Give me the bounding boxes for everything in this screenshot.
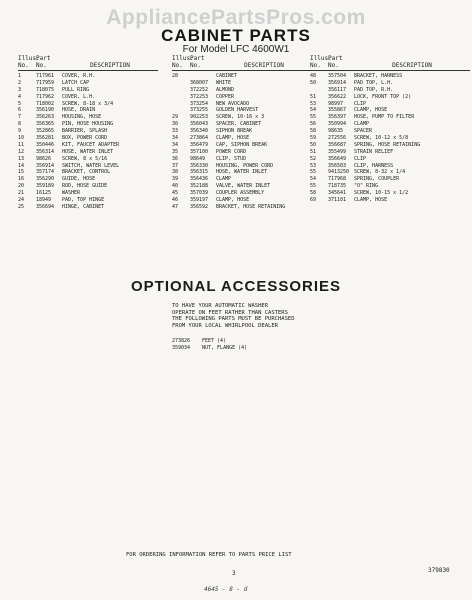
illus-no: 48 [310,73,317,79]
illus-no: 34 [172,141,179,148]
parts-rows [172,73,312,211]
parts-row [310,80,470,87]
part-description: LATCH CAP [62,79,90,86]
illus-no: 24 [18,197,25,204]
parts-row [310,121,470,128]
part-no: 717961 [36,73,55,79]
part-description: PAD TOP, R.H. [354,86,394,93]
illus-no: 20 [18,183,25,190]
part-no: 356592 [190,203,209,210]
part-description: SPRING, COUPLER [354,176,400,183]
note-line: OPERATE ON FEET RATHER THAN CASTERS [172,309,288,316]
illus-no: 58 [310,190,317,197]
part-no: 356314 [36,148,55,155]
part-no: 356330 [190,162,209,169]
part-no: 355867 [328,107,347,114]
illus-no: 5 [18,100,22,107]
part-no: 356365 [36,121,55,128]
parts-column-2 [172,54,312,211]
part-no: 717968 [328,176,347,183]
part-no: 350994 [328,121,347,128]
parts-row [310,94,470,101]
header-rule [310,70,470,71]
document-code: 379830 [428,567,450,574]
part-description: "O" RING [354,183,379,190]
parts-row [18,114,158,121]
parts-row [172,156,312,163]
part-description: STRAIN RELIEF [354,148,394,155]
part-no: 356436 [190,176,209,183]
illus-no: 30 [172,121,179,128]
parts-row [18,94,158,101]
parts-rows [18,73,158,211]
parts-row [18,169,158,176]
parts-column-3 [310,54,470,204]
illus-no: 50 [310,79,317,86]
part-description: CLAMP, HOSE [216,135,250,142]
part-description: HOUSING, HOSE [62,114,102,121]
illus-no: 1 [18,73,22,79]
illus-no: 33 [172,128,179,135]
header-illus-no: Illus. No. [18,55,40,69]
illus-no: 12 [18,148,25,155]
accessory-description: NUT, FLANGE (4) [202,345,248,351]
part-description: HOSE, DRAIN [62,107,96,114]
part-no: 356117 [328,86,347,93]
illus-no [310,87,328,94]
parts-row [172,204,312,211]
illus-no: 6 [18,107,22,114]
part-no: 350446 [36,141,55,148]
part-description: CLAMP [216,176,232,183]
illus-no: 56 [310,121,317,128]
parts-row [172,107,312,114]
part-description: ALMOND [216,86,235,93]
part-no: 356340 [190,128,209,135]
parts-row [172,169,312,176]
part-no: 356694 [36,203,55,210]
parts-row [172,114,312,121]
part-description: SCREW, 10-16 x 3 [216,114,265,121]
part-description: PIN, HOSE HOUSING [62,121,114,128]
part-no: 356503 [328,162,347,169]
illus-no: 54 [310,176,317,183]
parts-row [18,176,158,183]
parts-row [172,87,312,94]
illus-no: 4 [18,93,22,100]
parts-row [18,142,158,149]
part-description: CLIP [354,155,367,162]
accessory-description: FEET (4) [202,338,227,344]
part-no: 372253 [190,93,209,100]
part-no: 356649 [328,155,347,162]
parts-row [310,163,470,170]
illus-no: 3 [18,86,22,93]
parts-row [18,156,158,163]
illus-no: 52 [310,155,317,162]
part-no: 373255 [190,107,209,114]
illus-no [172,94,190,101]
parts-row [18,128,158,135]
note-line: TO HAVE YOUR AUTOMATIC WASHER [172,303,269,309]
part-no: 98626 [36,155,52,162]
illus-no: 16 [18,176,25,183]
part-no: 9413250 [328,169,350,176]
part-description: COVER, L.H. [62,93,96,100]
optional-accessories-title: OPTIONAL ACCESSORIES [130,278,342,295]
illus-no: 39 [172,176,179,183]
parts-row [18,135,158,142]
part-description: BRACKET, HOSE RETAINING [216,203,286,210]
part-no: 357504 [328,73,347,79]
part-no: 98997 [328,100,344,107]
part-description: CLAMP, HOSE [354,197,388,204]
part-description: PULL RING [62,86,90,93]
parts-row [310,142,470,149]
parts-rows [310,73,470,204]
illus-no: 59 [310,135,317,142]
part-no: 356914 [36,162,55,169]
header-description: DESCRIPTION [244,62,284,69]
part-no: 356043 [190,121,209,128]
parts-row [18,204,158,211]
model-subtitle: For Model LFC 4600W1 [182,44,290,55]
part-description: POWER CORD [216,148,247,155]
part-no: 345641 [328,190,347,197]
part-description: PAD TOP, L.H. [354,79,394,86]
illus-no: 11 [18,141,25,148]
part-description: WHITE [216,79,232,86]
illus-no: 55 [310,114,317,121]
header-rule [18,70,158,71]
part-description: BOX, POWER CORD [62,135,108,142]
part-no: 272556 [328,135,347,142]
part-no: 356914 [328,79,347,86]
part-no: 98649 [190,155,206,162]
illus-no: 38 [172,169,179,176]
part-no: 356263 [36,114,55,121]
header-description: DESCRIPTION [392,62,432,69]
part-no: 356397 [328,114,347,121]
illus-no: 37 [172,162,179,169]
part-description: COVER, R.H. [62,73,96,79]
illus-no: 58 [310,128,317,135]
parts-row [310,169,470,176]
part-description: WASHER [62,190,81,197]
illus-no: 53 [310,162,317,169]
illus-no: 2 [18,79,22,86]
part-no: 18949 [36,197,52,204]
illus-no: 13 [18,155,25,162]
illus-no: 14 [18,162,25,169]
page-number: 3 [232,570,236,577]
illus-no: 54 [310,107,317,114]
part-no: 359197 [190,197,209,204]
optional-accessories-list [172,338,247,352]
header-part-no: Part No. [36,55,51,69]
illus-no: 9 [18,128,22,135]
parts-row [18,163,158,170]
part-no: 273864 [190,135,209,142]
part-description: CLAMP [354,121,370,128]
part-no: 718002 [36,100,55,107]
illus-no: 15 [18,169,25,176]
parts-row [172,73,312,80]
part-description: GUIDE, HOSE [62,176,96,183]
parts-row [172,176,312,183]
parts-row [172,183,312,190]
part-description: CLIP, STUD [216,155,247,162]
parts-row [310,190,470,197]
part-description: VALVE, WATER INLET [216,183,271,190]
parts-row [310,87,470,94]
illus-no: 28 [172,73,179,79]
part-description: BARRIER, SPLASH [62,128,108,135]
parts-row [18,149,158,156]
illus-no [172,87,190,94]
parts-column-1 [18,54,158,211]
part-no: 16125 [36,190,52,197]
part-no: 356479 [190,141,209,148]
part-description: SCREW, 10-15 x 1/2 [354,190,409,197]
part-description: BRACKET, CONTROL [62,169,111,176]
part-description: NEW AVOCADO [216,100,250,107]
part-no: 368007 [190,79,209,86]
note-line: FROM YOUR LOCAL WHIRLPOOL DEALER [172,322,278,329]
part-no: 356281 [36,135,55,142]
part-no: 357100 [190,148,209,155]
part-description: CLAMP, HOSE [354,107,388,114]
header-illus-no: Illus. No. [172,55,194,69]
part-description: SPACER [354,128,373,135]
parts-row [18,80,158,87]
part-no: 98635 [328,128,344,135]
part-no: 357174 [36,169,55,176]
illus-no: 36 [172,155,179,162]
accessory-part-no: 359034 [172,345,191,351]
parts-row [310,197,470,204]
part-description: PAD, TOP HINGE [62,197,105,204]
part-no: 356622 [328,93,347,100]
header-rule [172,70,312,71]
illus-no: 50 [310,141,317,148]
parts-row [310,107,470,114]
illus-no: 45 [172,190,179,197]
illus-no: 55 [310,169,317,176]
part-description: HOSE, WATER INLET [62,148,114,155]
column-header [172,54,312,69]
parts-row [310,176,470,183]
part-description: SPRING, HOSE RETAINING [354,141,421,148]
parts-row [310,101,470,108]
part-description: SWITCH, WATER LEVEL [62,162,120,169]
accessory-row [172,338,247,345]
parts-row [310,149,470,156]
part-description: KIT, FAUCET ADAPTER [62,141,120,148]
part-description: COPPER [216,93,235,100]
part-description: LOCK, FRONT TOP (2) [354,93,412,100]
parts-row [310,183,470,190]
part-no: 356290 [36,176,55,183]
part-description: SCREW, 8-32 x 1/4 [354,169,406,176]
parts-row [172,80,312,87]
illus-no [172,80,190,87]
parts-row [18,101,158,108]
header-description: DESCRIPTION [90,62,130,69]
column-header [310,54,470,69]
part-description: SIPHON BREAK [216,128,253,135]
ordering-footer: FOR ORDERING INFORMATION REFER TO PARTS PRICE LIST [126,552,292,558]
watermark: AppliancePartsPros.com [106,6,366,29]
part-description: HOUSING, POWER CORD [216,162,274,169]
part-no: 359189 [36,183,55,190]
illus-no: 51 [310,148,317,155]
part-no: 718735 [328,183,347,190]
illus-no: 25 [18,203,25,210]
parts-row [310,128,470,135]
column-header [18,54,158,69]
part-description: HINGE, CABINET [62,203,105,210]
part-no: 357039 [190,190,209,197]
parts-row [18,190,158,197]
part-no: 373254 [190,100,209,107]
illus-no [172,101,190,108]
parts-row [172,149,312,156]
part-description: BRACKET, HARNESS [354,73,403,79]
part-description: CAP, SIPHON BREAK [216,141,268,148]
parts-row [18,107,158,114]
part-no: 717959 [36,79,55,86]
part-no: 352865 [36,128,55,135]
parts-row [18,197,158,204]
part-no: 356687 [328,141,347,148]
page-title: CABINET PARTS [161,26,311,45]
illus-no: 40 [172,183,179,190]
part-no: 718075 [36,86,55,93]
parts-row [310,156,470,163]
part-description: CLIP [354,100,367,107]
illus-no: 21 [18,190,25,197]
parts-row [172,190,312,197]
illus-no: 34 [172,135,179,142]
parts-row [18,183,158,190]
parts-row [18,87,158,94]
part-description: SCREW, 8 x 5/16 [62,155,108,162]
note-line: THE FOLLOWING PARTS MUST BE PURCHASED [172,316,295,323]
part-description: COUPLER ASSEMBLY [216,190,265,197]
parts-row [18,121,158,128]
optional-accessories-note [172,303,295,329]
parts-row [310,135,470,142]
parts-row [310,73,470,80]
parts-row [172,101,312,108]
part-description: CLAMP, HOSE [216,197,250,204]
part-no: 355499 [328,148,347,155]
part-description: SCREW, 10-12 x 5/8 [354,135,409,142]
parts-row [172,163,312,170]
part-no: 352188 [190,183,209,190]
illus-no: 55 [310,183,317,190]
part-description: SCREW, 8-18 x 3/4 [62,100,114,107]
parts-row [18,73,158,80]
parts-row [172,128,312,135]
illus-no: 8 [18,121,22,128]
part-description: CLIP, HARNESS [354,162,394,169]
parts-row [310,114,470,121]
header-part-no: Part No. [190,55,205,69]
illus-no [172,107,190,114]
parts-row [172,197,312,204]
parts-row [172,121,312,128]
accessory-part-no: 273826 [172,338,191,344]
part-no: 717962 [36,93,55,100]
illus-no: 35 [172,148,179,155]
part-no: 356315 [190,169,209,176]
parts-row [172,142,312,149]
illus-no: 29 [172,114,179,121]
illus-no: 51 [310,93,317,100]
part-description: SPACER, CABINET [216,121,262,128]
illus-no: 10 [18,135,25,142]
header-part-no: Part No. [328,55,343,69]
illus-no: 69 [310,197,317,204]
part-description: HOSE, PUMP TO FILTER [354,114,415,121]
part-no: 372252 [190,86,209,93]
part-no: 902253 [190,114,209,121]
parts-row [172,94,312,101]
illus-no: 53 [310,100,317,107]
part-no: 371101 [328,197,347,204]
header-illus-no: Illus. No. [310,55,332,69]
illus-no: 7 [18,114,22,121]
illus-no: 46 [172,197,179,204]
handwritten-note: 4645 - 8 - d [204,586,248,593]
part-description: HOSE, WATER INLET [216,169,268,176]
part-no [190,73,216,80]
part-no: 356190 [36,107,55,114]
part-description: CABINET [216,73,238,79]
part-description: GOLDEN HARVEST [216,107,259,114]
accessory-row [172,345,247,352]
part-description: ROD, HOSE GUIDE [62,183,108,190]
parts-row [172,135,312,142]
illus-no: 47 [172,203,179,210]
